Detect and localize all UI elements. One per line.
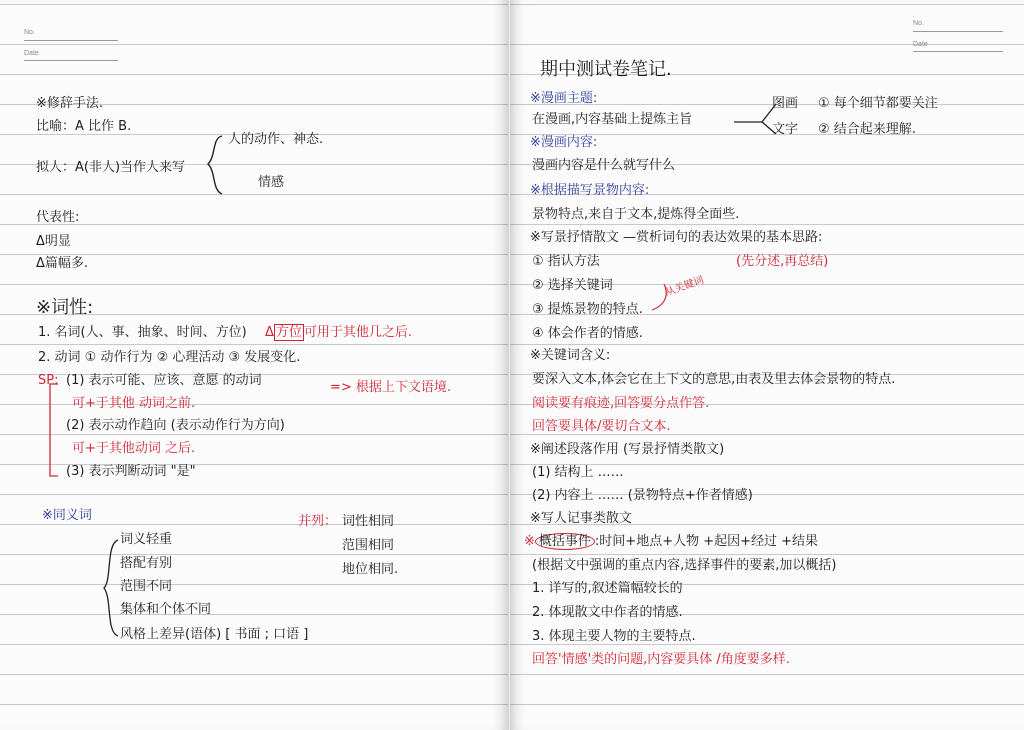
paragraph-title: ※阐述段落作用 (写景抒情类散文): [530, 442, 725, 457]
point-2: Δ篇幅多.: [36, 256, 89, 271]
right-page: [510, 0, 1024, 730]
comic-theme-body: 在漫画,内容基础上提炼主旨: [532, 112, 693, 127]
branch-note-2: ② 结合起来理解.: [818, 122, 916, 137]
lyric-title: ※写景抒情散文 —赏析词句的表达效果的基本思路:: [530, 230, 823, 245]
synonym-item-2: 搭配有别: [120, 556, 173, 571]
keyword-red-1: 阅读要有痕迹,回答要分点作答.: [532, 396, 710, 411]
no-underline: [24, 40, 118, 41]
representative-label: 代表性:: [36, 210, 80, 225]
sp-item-1: (1) 表示可能、应该、意愿 的动词: [66, 373, 262, 388]
keyword-title: ※关键词含义:: [530, 348, 611, 363]
page-title: 期中测试卷笔记.: [540, 59, 672, 80]
summary-mark: ※: [524, 534, 535, 549]
date-underline-right: [913, 51, 1003, 52]
date-label-right: Date: [913, 41, 928, 48]
pos-title: ※词性:: [36, 297, 94, 318]
verb-line: 2. 动词 ① 动作行为 ② 心理活动 ③ 发展变化.: [38, 350, 301, 365]
rhetoric-title: ※修辞手法.: [36, 96, 104, 111]
step-3: ③ 提炼景物的特点.: [532, 302, 643, 317]
noun-box: 方位: [275, 325, 302, 340]
comic-content-title: ※漫画内容:: [530, 135, 598, 150]
noun-line: 1. 名词(人、事、抽象、时间、方位): [38, 325, 247, 340]
sp-item-2: (2) 表示动作趋向 (表示动作行为方向): [66, 418, 285, 433]
step-1: ① 指认方法: [532, 254, 600, 269]
keyword-red-2: 回答要具体/要切合文本.: [532, 419, 671, 434]
synonym-item-1: 词义轻重: [120, 532, 173, 547]
sp-item-3: (3) 表示判断动词 "是": [66, 464, 196, 479]
step-4: ④ 体会作者的情感.: [532, 326, 643, 341]
summary-item-1: 1. 详写的,叙述篇幅较长的: [532, 581, 683, 596]
parallel-item-3: 地位相同.: [342, 562, 399, 577]
sp-item-2-note: 可+于其他动词 之后.: [72, 441, 196, 456]
summary-item-2: 2. 体现散文中作者的情感.: [532, 605, 683, 620]
no-underline-right: [913, 31, 1003, 32]
comic-content-body: 漫画内容是什么就写什么: [532, 158, 676, 173]
branch-2: 文字: [772, 122, 799, 137]
summary-note: (根据文中强调的重点内容,选择事件的要素,加以概括): [532, 558, 837, 573]
parallel-item-2: 范围相同: [342, 538, 395, 553]
date-label: Date: [24, 50, 39, 57]
summary-line: [524, 534, 818, 550]
step-2: ② 选择关键词: [532, 278, 613, 293]
keyword-body: 要深入文本,体会它在上下文的意思,由表及里去体会景物的特点.: [532, 372, 896, 387]
no-label-right: No.: [913, 20, 924, 27]
synonym-item-4: 集体和个体不同: [120, 602, 212, 617]
paragraph-item-1: (1) 结构上 ……: [532, 465, 624, 480]
parallel-item-1: 词性相同: [342, 514, 395, 529]
synonym-item-3: 范围不同: [120, 579, 173, 594]
summary-formula: :时间+地点+人物 +起因+经过 +结果: [594, 534, 819, 549]
narrative-title: ※写人记事类散文: [530, 511, 632, 526]
point-1: Δ明显: [36, 234, 71, 249]
noun-note-text: 可用于其他几之后.: [303, 325, 413, 340]
comic-theme-title: ※漫画主题:: [530, 91, 598, 106]
date-underline: [24, 60, 118, 61]
scenery-body: 景物特点,来自于文本,提炼得全面些.: [532, 207, 740, 222]
final-red-note: 回答'情感'类的问题,内容要具体 /角度要多样.: [532, 652, 790, 667]
parallel-label: 并列：: [298, 514, 338, 529]
summary-item-3: 3. 体现主要人物的主要特点.: [532, 629, 696, 644]
sp-item-1-note: 可+于其他 动词之前.: [72, 396, 196, 411]
scenery-title: ※根据描写景物内容:: [530, 183, 650, 198]
noun-note: Δ 方位 可用于其他几之后.: [265, 325, 413, 340]
sp-label: SP:: [38, 373, 59, 388]
synonym-item-5: 风格上差异(语体) [ 书面 ; 口语 ]: [120, 627, 309, 642]
paragraph-item-2: (2) 内容上 …… (景物特点+作者情感): [532, 488, 753, 503]
branch-1: 图画: [772, 96, 799, 111]
personification-line: 拟人：A(非人)当作人来写: [36, 160, 186, 175]
brace-item-2: 情感: [258, 175, 285, 190]
simile-line: 比喻：A 比作 B.: [36, 119, 132, 134]
step-1-note: (先分述,再总结): [736, 254, 829, 269]
step-side-note: 从关键词: [663, 274, 706, 299]
branch-note-1: ① 每个细节都要关注: [818, 96, 938, 111]
brace-item-1: 人的动作、神态.: [228, 132, 324, 147]
arrow-note: => 根据上下文语境.: [330, 380, 452, 395]
left-page: [0, 0, 509, 730]
no-label: No.: [24, 29, 35, 36]
summary-label: 概括事件: [535, 533, 595, 550]
synonym-title: ※同义词: [42, 508, 92, 523]
